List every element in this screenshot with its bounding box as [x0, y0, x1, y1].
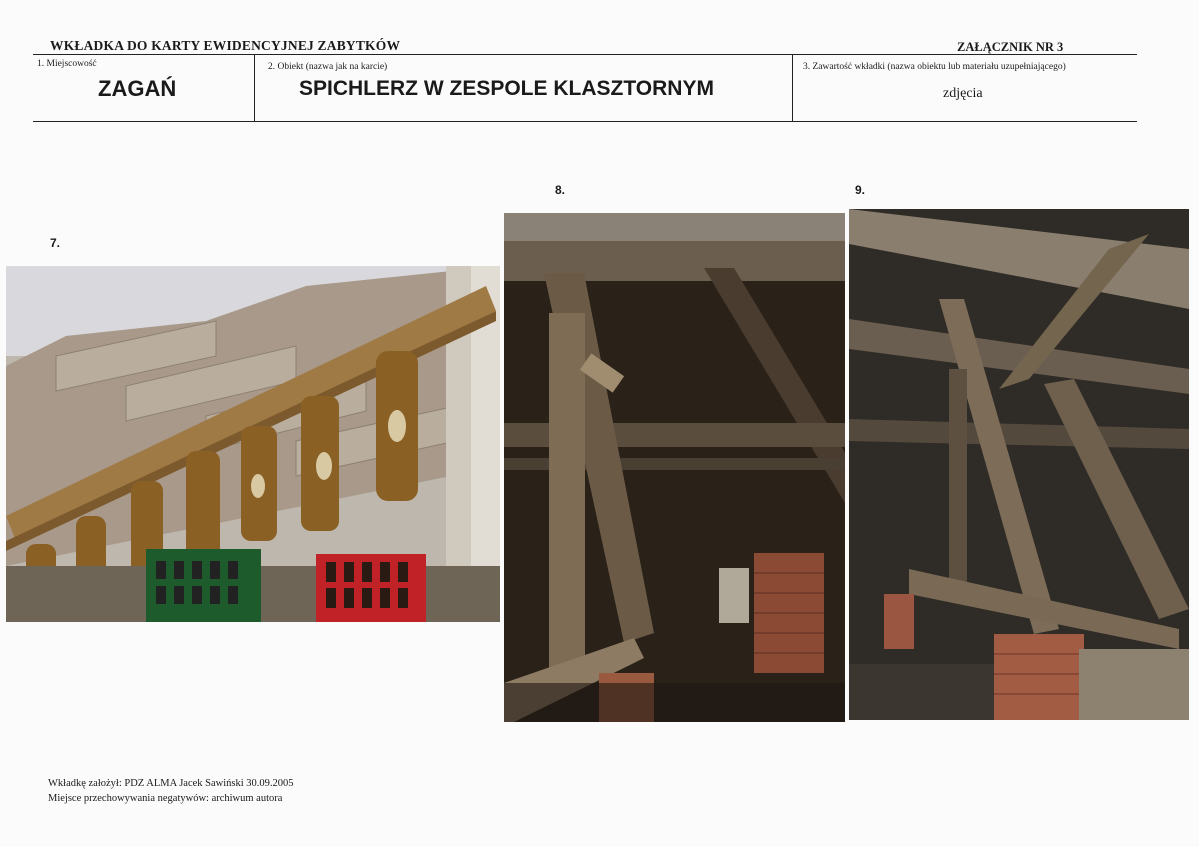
photo-8-number: 8. [555, 183, 566, 197]
header-bottom-rule [33, 121, 1137, 122]
contents-label: 3. Zawartość wkładki (nazwa obiektu lub materiału uzupełniającego) [803, 62, 1066, 72]
contents-value: zdjęcia [943, 86, 983, 101]
locality-value: ZAGAŃ [98, 76, 177, 101]
field-divider-2 [792, 54, 793, 121]
object-label: 2. Obiekt (nazwa jak na karcie) [268, 62, 388, 72]
storage-line: Miejsce przechowywania negatywów: archiwum autora [48, 793, 283, 804]
photo-7-number: 7. [50, 236, 61, 250]
photo-staircase [6, 266, 500, 622]
photo-9-number: 9. [855, 183, 866, 197]
author-line: Wkładkę założył: PDZ ALMA Jacek Sawiński 30.09.2005 [48, 778, 294, 789]
locality-label: 1. Miejscowość [37, 59, 97, 69]
annex-number: ZAŁĄCZNIK NR 3 [957, 40, 1064, 54]
photo-attic-rafters [849, 209, 1189, 720]
field-divider-1 [254, 54, 255, 121]
object-value: SPICHLERZ W ZESPOLE KLASZTORNYM [299, 77, 714, 100]
header-top-rule [33, 54, 1137, 55]
card-title: WKŁADKA DO KARTY EWIDENCYJNEJ ZABYTKÓW [50, 38, 401, 53]
photo-attic-frame [504, 213, 845, 722]
